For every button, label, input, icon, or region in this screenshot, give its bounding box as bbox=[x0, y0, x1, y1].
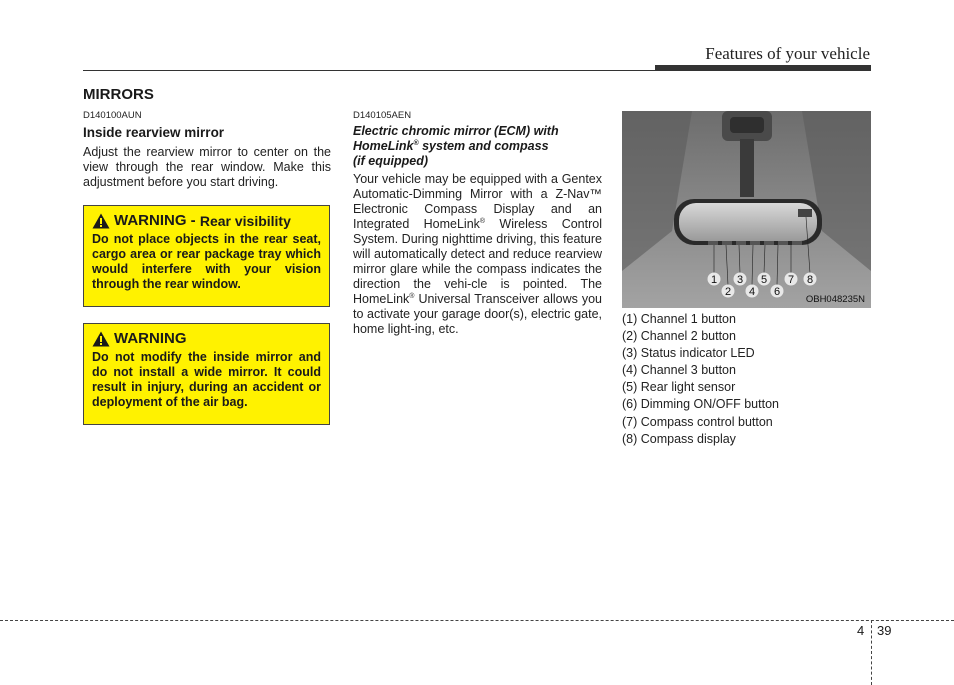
header-rule bbox=[83, 70, 871, 71]
ecm-heading bbox=[353, 124, 603, 169]
footer-dashed-divider bbox=[871, 620, 872, 685]
chapter-number: 4 bbox=[857, 623, 865, 638]
legend-item: (4) Channel 3 button bbox=[622, 363, 736, 378]
warning-title: WARNING - bbox=[114, 212, 196, 229]
ecm-heading-part1: Electric chromic mirror (ECM) with HomeLink bbox=[353, 124, 559, 153]
warning-triangle-icon bbox=[92, 331, 110, 347]
callout-5: 5 bbox=[760, 274, 768, 286]
figure-legend bbox=[622, 311, 779, 448]
callout-3: 3 bbox=[736, 274, 744, 286]
warning-box-mirror-modification bbox=[83, 323, 330, 425]
figure-code: OBH048235N bbox=[805, 294, 865, 305]
section-title: MIRRORS bbox=[83, 86, 154, 103]
warning-triangle-icon bbox=[92, 213, 110, 229]
callout-1: 1 bbox=[710, 274, 718, 286]
running-header: Features of your vehicle bbox=[705, 44, 870, 63]
inside-mirror-body: Adjust the rearview mirror to center on the view through the rear window. Make this adjustment before you start driving. bbox=[83, 145, 331, 189]
callout-2: 2 bbox=[724, 286, 732, 298]
registered-mark: ® bbox=[413, 139, 419, 147]
ecm-heading-part3: (if equipped) bbox=[353, 154, 428, 168]
registered-mark: ® bbox=[409, 292, 415, 300]
warning-title: WARNING bbox=[114, 330, 187, 347]
legend-item: (7) Compass control button bbox=[622, 414, 773, 429]
left-section-code: D140100AUN bbox=[83, 110, 142, 121]
footer-dashed-rule bbox=[0, 620, 954, 621]
middle-section-code: D140105AEN bbox=[353, 110, 412, 121]
ecm-body-part2: Wireless Control System. During nighttime driving, this feature will automatically detect and reduce rearview mirror glare while the compass indicates the direction the vehi-cle is pointed. The HomeLink bbox=[353, 217, 602, 306]
registered-mark: ® bbox=[479, 217, 486, 225]
ecm-body bbox=[353, 172, 602, 337]
mirror-photo bbox=[622, 111, 871, 308]
warning-body: Do not place objects in the rear seat, cargo area or rear package tray which would interfere with your vision through the rear window. bbox=[92, 232, 321, 291]
callout-layer bbox=[622, 111, 871, 308]
callout-4: 4 bbox=[748, 286, 756, 298]
inside-mirror-heading: Inside rearview mirror bbox=[83, 125, 225, 140]
callout-6: 6 bbox=[773, 286, 781, 298]
legend-item: (8) Compass display bbox=[622, 431, 736, 446]
legend-item: (2) Channel 2 button bbox=[622, 329, 736, 344]
warning-subtitle: Rear visibility bbox=[199, 212, 291, 229]
legend-item: (5) Rear light sensor bbox=[622, 380, 736, 395]
callout-7: 7 bbox=[787, 274, 795, 286]
page-number: 39 bbox=[877, 623, 892, 638]
ecm-body-part1: Your vehicle may be equipped with a Gentex Automatic-Dimming Mirror with a Z-Nav™ Electronic Compass Display and an Integrated HomeLink bbox=[353, 172, 602, 231]
legend-item: (1) Channel 1 button bbox=[622, 312, 736, 326]
callout-8: 8 bbox=[806, 274, 814, 286]
ecm-body-part3: Universal Transceiver allows you to activate your garage door(s), electric gate, home light-ing, etc. bbox=[353, 292, 602, 336]
legend-item: (6) Dimming ON/OFF button bbox=[622, 397, 779, 412]
legend-item: (3) Status indicator LED bbox=[622, 346, 755, 361]
warning-body: Do not modify the inside mirror and do not install a wide mirror. It could result in injury, during an accident or deployment of the air bag. bbox=[92, 350, 321, 409]
ecm-heading-part2: system and compass bbox=[418, 139, 549, 153]
warning-box-rear-visibility bbox=[83, 205, 330, 307]
